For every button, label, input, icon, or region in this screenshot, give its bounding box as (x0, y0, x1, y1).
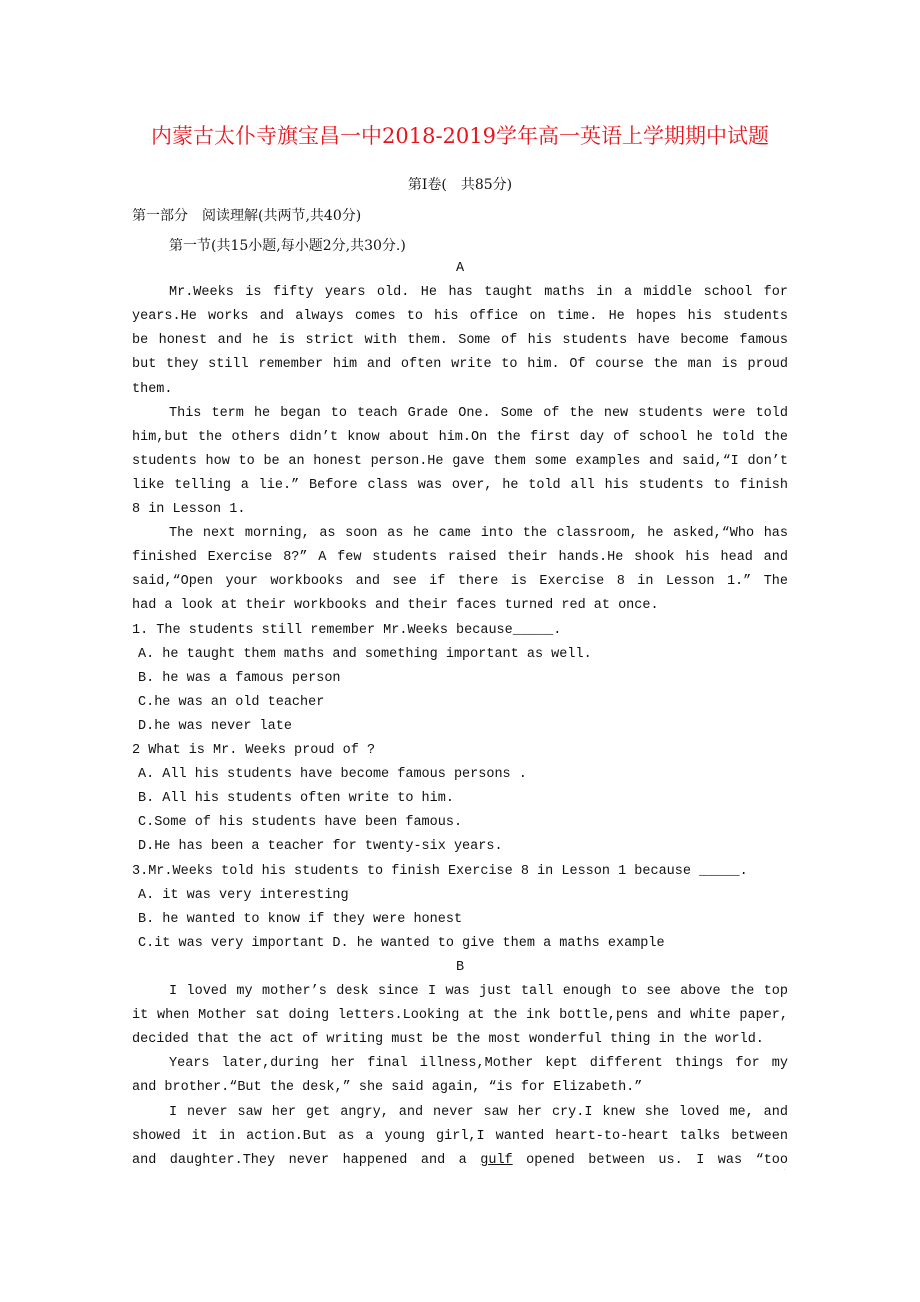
text-line: be honest and he is strict with them. Some of his students have become famous (132, 333, 788, 349)
text-line: 3.Mr.Weeks told his students to finish Exercise 8 in Lesson 1 because _____. (132, 863, 748, 879)
text-line: finished Exercise 8?” A few students raised their hands.He shook his head and (132, 550, 788, 566)
exam-title: 内蒙古太仆寺旗宝昌一中2018-2019学年高一英语上学期期中试题 (151, 124, 769, 148)
text-line: had a look at their workbooks and their faces turned red at once. (132, 598, 659, 614)
answer-option: A. it was very interesting (138, 887, 349, 903)
answer-option: B. he was a famous person (138, 670, 341, 686)
text-line: I never saw her get angry, and never saw her cry.I knew she loved me, and (169, 1104, 788, 1120)
text-line: I loved my mother’s desk since I was just tall enough to see above the top (169, 984, 788, 999)
text-line: said,“Open your workbooks and see if there is Exercise 8 in Lesson 1.” The (132, 574, 788, 590)
text-line (132, 1152, 788, 1170)
text-segment: and daughter.They never happened and a (132, 1153, 481, 1168)
answer-option: D.he was never late (138, 718, 292, 734)
text-line: him,but the others didn’t know about him.On the first day of school he told the (132, 429, 788, 445)
passage-label: A (455, 261, 465, 276)
answer-option: C.he was an old teacher (138, 694, 325, 710)
text-line: but they still remember him and often write to him. Of course the man is proud (132, 357, 788, 373)
text-line: students how to be an honest person.He gave them some examples and said,“I don’t (132, 453, 788, 469)
answer-option: C.Some of his students have been famous. (138, 815, 463, 831)
part-heading: 第一部分 阅读理解(共两节,共40分) (132, 208, 362, 224)
volume-heading: 第Ⅰ卷( 共85分) (407, 177, 513, 193)
text-line: Mr.Weeks is fifty years old. He has taught maths in a middle school for (169, 285, 788, 301)
answer-option: B. All his students often write to him. (138, 791, 454, 807)
text-line: showed it in action.But as a young girl,I wanted heart-to-heart talks between (132, 1128, 788, 1144)
text-segment: opened between us. I was “too (526, 1153, 788, 1168)
answer-option: B. he wanted to know if they were honest (138, 911, 463, 927)
answer-option: A. he taught them maths and something important as well. (138, 646, 592, 662)
text-line: years.He works and always comes to his office on time. He hopes his students (132, 309, 788, 325)
text-line: 8 in Lesson 1. (132, 502, 246, 517)
text-line: This term he began to teach Grade One. Some of the new students were told (169, 405, 788, 421)
section-heading: 第一节(共15小题,每小题2分,共30分.) (169, 238, 406, 254)
answer-option: C.it was very important D. he wanted to give them a maths example (138, 935, 665, 951)
text-line: it when Mother sat doing letters.Looking at the ink bottle,pens and white paper, (132, 1008, 788, 1024)
text-line: decided that the act of writing must be the most wonderful thing in the world. (132, 1032, 764, 1048)
text-line: Years later,during her final illness,Mother kept different things for my (169, 1056, 788, 1072)
text-line: them. (132, 381, 173, 397)
answer-option: D.He has been a teacher for twenty-six years. (138, 839, 503, 855)
text-line: The next morning, as soon as he came into the classroom, he asked,“Who has (169, 526, 788, 542)
text-line: like telling a lie.” Before class was over, he told all his students to finish (132, 477, 788, 493)
text-line: and brother.“But the desk,” she said again, “is for Elizabeth.” (132, 1080, 643, 1096)
text-line: 1. The students still remember Mr.Weeks because_____. (132, 622, 562, 638)
text-line: 2 What is Mr. Weeks proud of ? (132, 743, 376, 758)
underlined-word: gulf (480, 1153, 513, 1168)
passage-label: B (455, 959, 465, 975)
answer-option: A. All his students have become famous persons . (138, 767, 527, 783)
